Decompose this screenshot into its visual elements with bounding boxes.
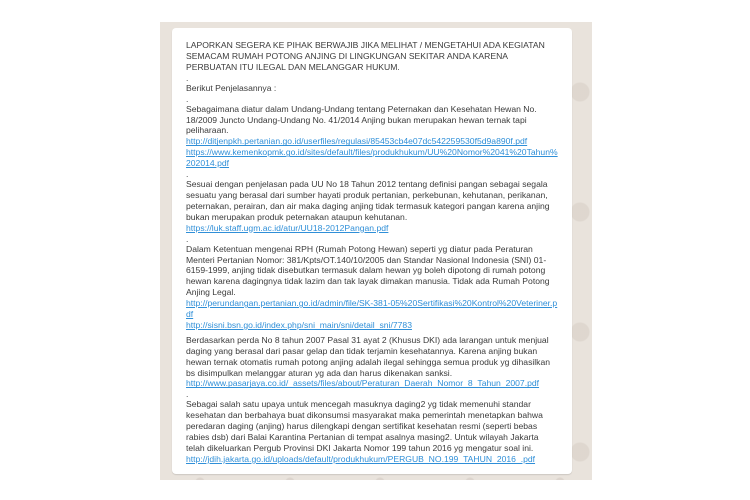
message-bubble — [172, 28, 572, 474]
warning-text: LAPORKAN SEGERA KE PIHAK BERWAJIB JIKA MELIHAT / MENGETAHUI ADA KEGIATAN SEMACAM RUMAH POTONG ANJING DI LINGKUNGAN SEKITAR ANDA KARENA PERBUATAN ITU ILEGAL DAN MELANGGAR HUKUM. — [186, 40, 545, 72]
separator-dot: . — [186, 169, 189, 180]
section-text: Sebagai salah satu upaya untuk mencegah masuknya daging2 yg tidak memenuhi standar kesehatan dan berbahaya buat dikonsumsi masyarakat maka pemerintah menetapkan bahwa peredaran daging (anjing) harus dilengkapi dengan sertifikat kesehatan resmi (seperti bebas rabies dsb) dari Balai Karantina Pertanian di tempat asalnya masing2. Untuk wilayah Jakarta telah dikeluarkan Pergub Provinsi DKI Jakarta Nomor 199 tahun 2016 yg mengatur soal ini. — [186, 399, 543, 453]
regulation-link[interactable]: http://ditjenpkh.pertanian.go.id/userfiles/regulasi/85453cb4e07dc542259530f5d9a890f.pdf — [186, 136, 528, 147]
section-5 — [186, 399, 558, 464]
intro-text: Berikut Penjelasannya : — [186, 82, 277, 93]
separator-dot: . — [186, 389, 189, 400]
separator-dot: . — [186, 72, 189, 83]
section-text: Dalam Ketentuan mengenai RPH (Rumah Potong Hewan) seperti yg diatur pada Peraturan Menteri Pertanian Nomor: 381/Kpts/OT.140/10/2005 dan Standar Nasional Indonesia (SNI) 01-6159-1999, anjing tidak disebutkan termasuk dalam hewan yg boleh dipotong di rumah potong hewan karena dagingnya tidak lazim dan tak layak dimakan manusia. Tidak ada Rumah Potong Anjing Legal. — [186, 243, 550, 298]
section-text: Berdasarkan perda No 8 tahun 2007 Pasal 31 ayat 2 (Khusus DKI) ada larangan untuk menjual daging yang berasal dari pasar gelap dan tidak terjamin kesehatannya. Karena anjing bukan hewan ternak otomatis rumah potong anjing adalah ilegal sehingga semua produk yg dihasilkan bs disimpulkan melanggar aturan yg ada dan harus dikenakan sanksi. — [186, 334, 551, 378]
section-text: Sebagaimana diatur dalam Undang-Undang tentang Peternakan dan Kesehatan Hewan No. 18/2009 Juncto Undang-Undang No. 41/2014 Anjing bukan merupakan hewan ternak tapi peliharaan. — [186, 103, 537, 136]
regulation-link[interactable]: https://www.kemenkopmk.go.id/sites/default/files/produkhukum/UU%20Nomor%2041%20Tahun%202014.pdf — [186, 147, 558, 169]
regulation-link[interactable]: https://luk.staff.ugm.ac.id/atur/UU18-2012Pangan.pdf — [186, 222, 389, 233]
section-text: Sesuai dengan penjelasan pada UU No 18 Tahun 2012 tentang definisi pangan sebagai segala sesuatu yang berasal dari sumber hayati produk pertanian, perkebunan, kehutanan, perikanan, peternakan, perairan, dan air maka daging anjing tidak termasuk kategori pangan karena anjing bukan merupakan produk peternakan ataupun kehutanan. — [186, 179, 550, 222]
separator-dot: . — [186, 93, 189, 104]
regulation-link[interactable]: http://perundangan.pertanian.go.id/admin/file/SK-381-05%20Sertifikasi%20Kontrol%20Veteriner.pdf — [186, 298, 558, 320]
regulation-link[interactable]: http://jdih.jakarta.go.id/uploads/default/produkhukum/PERGUB_NO.199_TAHUN_2016_.pdf — [186, 453, 536, 464]
section-3 — [186, 244, 558, 331]
section-2 — [186, 179, 558, 234]
chat-wallpaper — [160, 22, 592, 480]
regulation-link[interactable]: http://www.pasarjaya.co.id/_assets/files/about/Peraturan_Daerah_Nomor_8_Tahun_2007.pdf — [186, 378, 540, 389]
separator-dot: . — [186, 233, 189, 244]
section-4 — [186, 335, 558, 390]
regulation-link[interactable]: http://sisni.bsn.go.id/index.php/sni_main/sni/detail_sni/7783 — [186, 319, 412, 330]
section-1 — [186, 104, 558, 169]
